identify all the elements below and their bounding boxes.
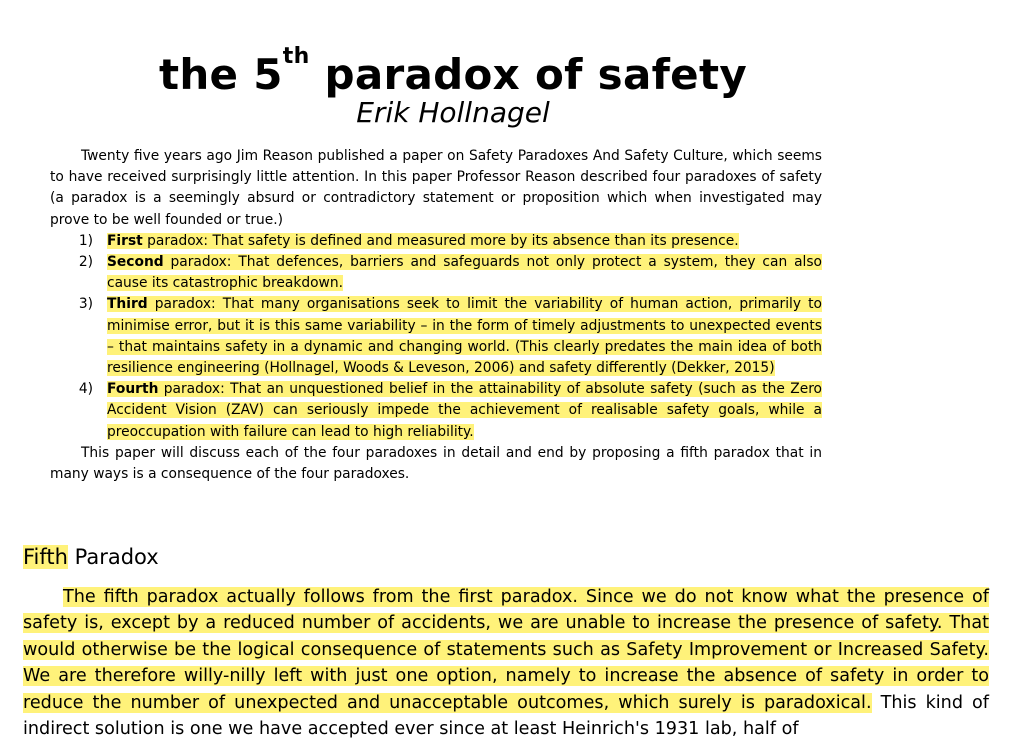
- paradox-description: paradox: That safety is defined and measured more by its absence than its presence.: [142, 232, 739, 249]
- para-start: The: [63, 587, 104, 607]
- highlighted-text: [107, 254, 822, 291]
- list-item-text: [107, 294, 822, 379]
- paradox-name: Fourth: [107, 381, 159, 398]
- outro-paragraph: This paper will discuss each of the four paradoxes in detail and end by proposing a fifth paradox that in many ways is a consequence of the four paradoxes.: [50, 444, 822, 483]
- paradox-name: First: [107, 232, 143, 249]
- list-number: 2): [78, 254, 93, 271]
- document-title: [0, 44, 906, 100]
- paradox-description: paradox: That an unquestioned belief in the attainability of absolute safety (such as the Zero Accident Vision (ZAV) can seriously impede the achievement of realisable safety goals, while a preoccupation with failure can lead to high reliability.: [107, 381, 822, 440]
- paradox-list: [50, 231, 822, 443]
- intro-paragraph: Twenty five years ago Jim Reason published a paper on Safety Paradoxes And Safety Culture, which seems to have received surprisingly little attention. In this paper Professor Reason described four paradoxes of safety (a paradox is a seemingly absurd or contradictory statement or proposition which when investigated may prove to be well founded or true.): [50, 148, 822, 228]
- para-continuation: This kind of indirect solution is one we have accepted ever since at least Heinrich's 1931 lab, half of: [23, 692, 989, 740]
- list-number: 3): [78, 296, 93, 313]
- para-keyword: fifth: [103, 587, 139, 607]
- section-heading: [23, 545, 159, 569]
- paradox-name: Second: [107, 254, 164, 271]
- highlighted-text: [107, 381, 822, 439]
- list-item: [50, 252, 822, 294]
- paradox-description: paradox: That many organisations seek to limit the variability of human action, primarily to minimise error, but it is this same variability – in the form of timely adjustments to unexpected events – that maintains safety in a dynamic and changing world. (This clearly predates the main idea of both resilience engineering (Hollnagel, Woods & Leveson, 2006) and safety differently (Dekker, 2015): [107, 296, 822, 377]
- highlighted-text: [107, 296, 822, 376]
- list-number: 1): [78, 232, 93, 249]
- body-paragraph: [23, 584, 989, 742]
- list-item-text: [107, 231, 822, 252]
- highlighted-text: [107, 233, 739, 249]
- list-item: [50, 294, 822, 379]
- abstract: [50, 146, 822, 485]
- para-main: paradox actually follows from the first paradox. Since we do not know what the presence of safety is, except by a reduced number of accidents, we are unable to increase the presence of safety. That would otherwise be the logical consequence of statements such as Safety Improvement or Increased Safety. We are therefore willy-nilly left with just one option, namely to increase the absence of safety in order to reduce the number of unexpected and unacceptable outcomes, which surely is paradoxical.: [23, 587, 989, 713]
- title-prefix: the 5: [158, 50, 283, 100]
- title-suffix: paradox of safety: [309, 50, 747, 100]
- section-heading-rest: Paradox: [67, 545, 159, 569]
- highlighted-text: [23, 587, 989, 713]
- list-item: [50, 231, 822, 252]
- list-item: [50, 379, 822, 443]
- section-heading-highlight: Fifth: [23, 545, 68, 569]
- list-item-text: [107, 379, 822, 443]
- author-name: Erik Hollnagel: [356, 96, 550, 129]
- paradox-name: Third: [107, 296, 148, 313]
- list-item-text: [107, 252, 822, 294]
- title-superscript: th: [282, 44, 310, 70]
- list-number: 4): [78, 381, 93, 398]
- paradox-description: paradox: That defences, barriers and safeguards not only protect a system, they can also cause its catastrophic breakdown.: [107, 254, 822, 292]
